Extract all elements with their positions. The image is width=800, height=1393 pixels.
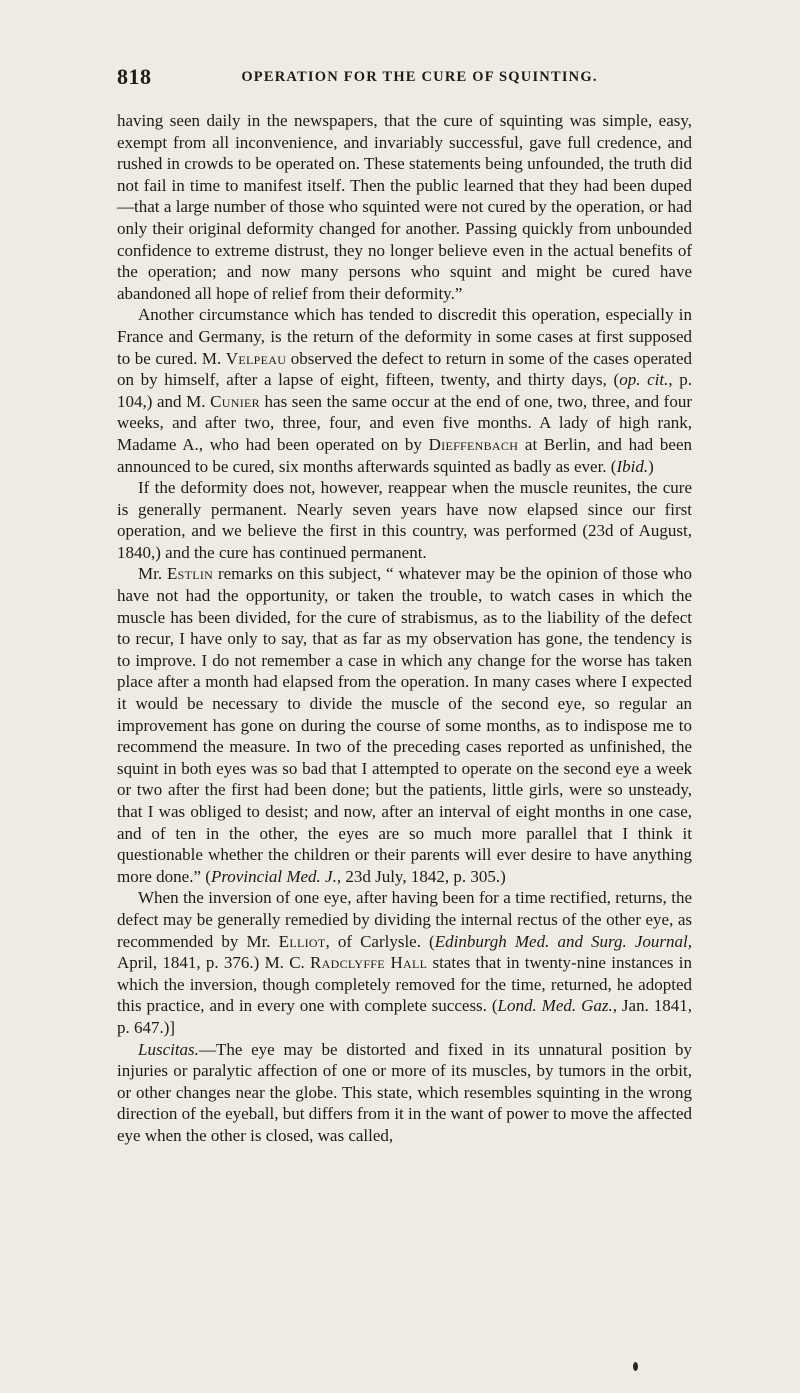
paragraph <box>117 1039 692 1147</box>
paragraph <box>117 304 692 477</box>
italic-text: Lond. Med. Gaz., <box>497 996 617 1016</box>
text-run: having seen daily in the newspapers, that the cure of squinting was simple, easy, exempt from all inconvenience, and invariably successful, gave full credence, and rushed in crowds to be operated on. These statements being unfounded, the truth did not fail in time to manifest itself. Then the public learned that they had been duped—that a large number of those who squinted were not cured by the operation, or had only their original deformity changed for another. Passing quickly from unbounded confidence to extreme distrust, they no longer believe even in the actual benefits of the operation; and now many persons who squint and might be cured have abandoned all hope of relief from their deformity.” <box>117 111 692 303</box>
ink-speck <box>633 1362 638 1371</box>
running-head: OPERATION FOR THE CURE OF SQUINTING. <box>241 69 598 85</box>
author-name: Radclyffe Hall <box>310 953 428 973</box>
author-name: Estlin <box>166 564 214 584</box>
text-run: 23d July, 1842, p. 305.) <box>341 866 506 886</box>
paragraph <box>117 887 692 1038</box>
italic-text: Provincial Med. J., <box>210 866 342 886</box>
text-run: ) <box>648 456 654 476</box>
page-header <box>117 64 692 90</box>
italic-text: Edinburgh Med. and Surg. Journal, <box>434 931 692 951</box>
paragraph <box>117 477 692 563</box>
text-run: p. 104,) and M. <box>117 370 693 411</box>
page-number: 818 <box>117 64 152 89</box>
italic-text: op. cit., <box>619 370 673 390</box>
italic-text: Luscitas. <box>138 1039 199 1059</box>
text-run: , of Carlysle. ( <box>325 931 435 951</box>
text-run: at Berlin, and had been announced to be cured, six months afterwards squinted as badly as ever. ( <box>117 434 692 476</box>
author-name: Elliot <box>278 931 326 951</box>
body-text <box>117 110 692 1147</box>
text-run: observed the defect to return in some of the cases operated on by himself, after a lapse of eight, fifteen, twenty, and thirty days, ( <box>117 348 692 390</box>
text-run: Mr. <box>138 564 167 584</box>
text-run: —The eye may be distorted and fixed in its unnatural position by injuries or paralytic affection of one or more of its muscles, by tumors in the orbit, or other changes near the globe. This state, which resembles squinting in the wrong direction of the eyeball, but differs from it in the want of power to move the affected eye when the other is closed, was called, <box>117 1039 692 1145</box>
text-run: April, 1841, p. 376.) M. C. <box>117 953 311 973</box>
author-name: Cunier <box>210 391 260 411</box>
paragraph <box>117 563 692 887</box>
text-run: Another circumstance which has tended to discredit this operation, especially in France and Germany, is the return of the deformity in some cases at first supposed to be cured. M. <box>117 305 692 368</box>
text-run: has seen the same occur at the end of one, two, three, and four weeks, and after two, three, four, and even five months. A lady of high rank, Madame A., who had been operated on by <box>117 391 693 454</box>
text-run: states that in twenty-nine instances in which the inversion, though completely removed for the time, returned, he adopted this practice, and in every one with complete success. ( <box>117 953 693 1016</box>
italic-text: Ibid. <box>616 456 649 476</box>
text-run: When the inversion of one eye, after having been for a time rectified, returns, the defect may be generally remedied by dividing the internal rectus of the other eye, as recommended by Mr. <box>117 888 692 951</box>
text-run: remarks on this subject, “ whatever may be the opinion of those who have not had the opportunity, or taken the trouble, to watch cases in which the muscle has been divided, for the cure of strabismus, as to the liability of the defect to recur, I have only to say, that as far as my observation has gone, the tendency is to improve. I do not remember a case in which any change for the worse has taken place after a month had elapsed from the operation. In many cases where I expected it would be necessary to divide the muscle of the second eye, so regular an improvement has gone on during the course of some months, as to indispose me to recommend the measure. In two of the preceding cases reported as unfinished, the squint in both eyes was so bad that I attempted to operate on the second eye a week or two after the first had been done; but the patients, little girls, were so unsteady, that I was obliged to desist; and now, after an interval of eight months in one case, and of ten in the other, the eyes are so much more parallel that I think it questionable whether the children or their parents will ever desire to have anything more done.” ( <box>117 564 692 886</box>
paragraph <box>117 110 692 304</box>
text-run: If the deformity does not, however, reappear when the muscle reunites, the cure is generally permanent. Nearly seven years have now elapsed since our first operation, and we believe the first in this country, was performed (23d of August, 1840,) and the cure has continued permanent. <box>117 478 692 562</box>
author-name: Velpeau <box>225 348 287 368</box>
author-name: Dieffenbach <box>428 434 519 454</box>
text-run: Jan. 1841, p. 647.)] <box>117 996 693 1037</box>
